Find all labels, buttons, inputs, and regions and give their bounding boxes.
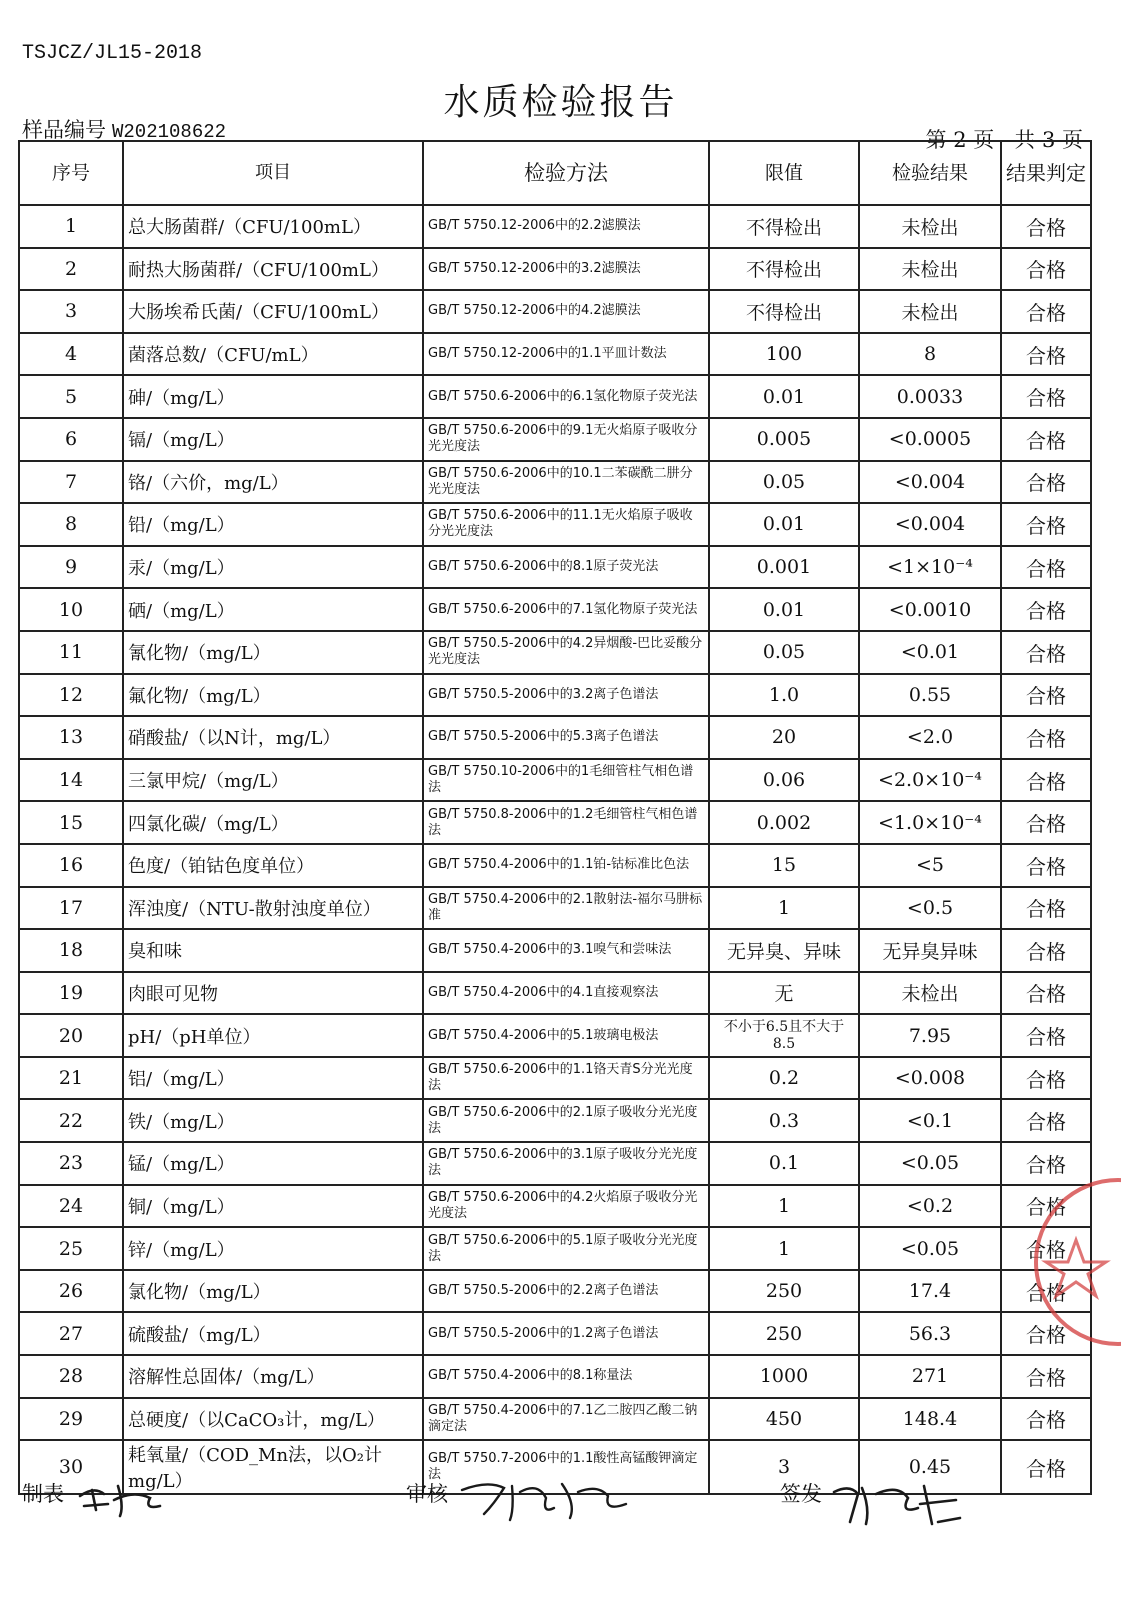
table-row (19, 887, 1091, 930)
row-judgement: 合格 (1001, 1398, 1091, 1441)
row-method: GB/T 5750.6-2006中的8.1原子荧光法 (423, 546, 709, 589)
table-row (19, 1142, 1091, 1185)
table-row (19, 716, 1091, 759)
row-method: GB/T 5750.8-2006中的1.2毛细管柱气相色谱法 (423, 801, 709, 844)
row-item: 总大肠菌群/（CFU/100mL） (123, 205, 423, 248)
row-item: 氟化物/（mg/L） (123, 674, 423, 717)
row-no: 26 (19, 1270, 123, 1313)
row-method: GB/T 5750.6-2006中的10.1二苯碳酰二肼分光光度法 (423, 461, 709, 504)
row-result: <0.008 (859, 1057, 1001, 1100)
row-item: 溶解性总固体/（mg/L） (123, 1355, 423, 1398)
row-item: 铅/（mg/L） (123, 503, 423, 546)
issuer-signature (828, 1478, 968, 1530)
row-method: GB/T 5750.4-2006中的7.1乙二胺四乙酸二钠滴定法 (423, 1398, 709, 1441)
row-no: 7 (19, 461, 123, 504)
row-judgement: 合格 (1001, 631, 1091, 674)
row-item: 汞/（mg/L） (123, 546, 423, 589)
row-judgement: 合格 (1001, 972, 1091, 1015)
row-judgement: 合格 (1001, 1057, 1091, 1100)
row-no: 15 (19, 801, 123, 844)
row-no: 12 (19, 674, 123, 717)
row-result: 56.3 (859, 1312, 1001, 1355)
table-row (19, 929, 1091, 972)
row-judgement: 合格 (1001, 588, 1091, 631)
row-result: <0.01 (859, 631, 1001, 674)
row-method: GB/T 5750.6-2006中的3.1原子吸收分光光度法 (423, 1142, 709, 1185)
row-limit: 无 (709, 972, 859, 1015)
reviewed-by-label: 审核 (406, 1482, 448, 1506)
row-no: 23 (19, 1142, 123, 1185)
table-row (19, 1014, 1091, 1057)
row-method: GB/T 5750.5-2006中的5.3离子色谱法 (423, 716, 709, 759)
row-item: 砷/（mg/L） (123, 375, 423, 418)
row-item: 锌/（mg/L） (123, 1227, 423, 1270)
row-limit: 0.01 (709, 588, 859, 631)
row-result: 7.95 (859, 1014, 1001, 1057)
row-result: <0.2 (859, 1185, 1001, 1228)
row-limit: 1 (709, 887, 859, 930)
row-no: 4 (19, 333, 123, 376)
row-no: 17 (19, 887, 123, 930)
row-result: 未检出 (859, 972, 1001, 1015)
row-limit: 0.002 (709, 801, 859, 844)
row-judgement: 合格 (1001, 418, 1091, 461)
table-row (19, 588, 1091, 631)
table-row (19, 844, 1091, 887)
row-judgement: 合格 (1001, 1185, 1091, 1228)
row-method: GB/T 5750.10-2006中的1毛细管柱气相色谱法 (423, 759, 709, 802)
row-limit: 20 (709, 716, 859, 759)
row-item: 硫酸盐/（mg/L） (123, 1312, 423, 1355)
row-method: GB/T 5750.4-2006中的3.1嗅气和尝味法 (423, 929, 709, 972)
row-no: 6 (19, 418, 123, 461)
row-no: 28 (19, 1355, 123, 1398)
row-item: 三氯甲烷/（mg/L） (123, 759, 423, 802)
row-no: 16 (19, 844, 123, 887)
row-item: 菌落总数/（CFU/mL） (123, 333, 423, 376)
row-limit: 不得检出 (709, 290, 859, 333)
row-item: pH/（pH单位） (123, 1014, 423, 1057)
row-item: 硝酸盐/（以N计，mg/L） (123, 716, 423, 759)
row-judgement: 合格 (1001, 1355, 1091, 1398)
row-method: GB/T 5750.5-2006中的2.2离子色谱法 (423, 1270, 709, 1313)
row-limit: 0.05 (709, 631, 859, 674)
row-result: <1×10⁻⁴ (859, 546, 1001, 589)
table-row (19, 674, 1091, 717)
row-method: GB/T 5750.7-2006中的1.1酸性高锰酸钾滴定法 (423, 1440, 709, 1494)
table-row (19, 1227, 1091, 1270)
row-result: 未检出 (859, 205, 1001, 248)
row-no: 2 (19, 248, 123, 291)
row-limit: 0.01 (709, 503, 859, 546)
row-result: <1.0×10⁻⁴ (859, 801, 1001, 844)
sample-number-label: 样品编号 (22, 118, 106, 142)
row-no: 27 (19, 1312, 123, 1355)
row-limit: 0.05 (709, 461, 859, 504)
row-judgement: 合格 (1001, 759, 1091, 802)
row-limit: 1.0 (709, 674, 859, 717)
row-judgement: 合格 (1001, 1440, 1091, 1494)
row-method: GB/T 5750.5-2006中的3.2离子色谱法 (423, 674, 709, 717)
row-limit: 0.001 (709, 546, 859, 589)
table-row (19, 972, 1091, 1015)
row-result: <0.05 (859, 1142, 1001, 1185)
row-method: GB/T 5750.4-2006中的4.1直接观察法 (423, 972, 709, 1015)
row-item: 锰/（mg/L） (123, 1142, 423, 1185)
row-method: GB/T 5750.4-2006中的8.1称量法 (423, 1355, 709, 1398)
page-info: 第 2 页 共 3 页 (925, 128, 1083, 152)
row-item: 浑浊度/（NTU-散射浊度单位） (123, 887, 423, 930)
row-method: GB/T 5750.5-2006中的4.2异烟酸-巴比妥酸分光光度法 (423, 631, 709, 674)
row-method: GB/T 5750.5-2006中的1.2离子色谱法 (423, 1312, 709, 1355)
row-judgement: 合格 (1001, 205, 1091, 248)
row-result: <0.004 (859, 503, 1001, 546)
row-limit: 1 (709, 1227, 859, 1270)
row-limit: 0.005 (709, 418, 859, 461)
row-result: <0.5 (859, 887, 1001, 930)
row-no: 20 (19, 1014, 123, 1057)
row-method: GB/T 5750.4-2006中的1.1铂-钴标准比色法 (423, 844, 709, 887)
row-limit: 0.06 (709, 759, 859, 802)
row-judgement: 合格 (1001, 1099, 1091, 1142)
table-row (19, 1355, 1091, 1398)
table-row (19, 461, 1091, 504)
row-result: <0.05 (859, 1227, 1001, 1270)
row-method: GB/T 5750.6-2006中的5.1原子吸收分光光度法 (423, 1227, 709, 1270)
row-item: 臭和味 (123, 929, 423, 972)
row-result: <0.1 (859, 1099, 1001, 1142)
row-method: GB/T 5750.4-2006中的2.1散射法-福尔马肼标准 (423, 887, 709, 930)
row-no: 10 (19, 588, 123, 631)
row-no: 3 (19, 290, 123, 333)
row-judgement: 合格 (1001, 1312, 1091, 1355)
table-row (19, 1185, 1091, 1228)
row-limit: 3 (709, 1440, 859, 1494)
issued-by-label: 签发 (780, 1482, 822, 1506)
row-judgement: 合格 (1001, 503, 1091, 546)
row-item: 总硬度/（以CaCO₃计，mg/L） (123, 1398, 423, 1441)
row-judgement: 合格 (1001, 461, 1091, 504)
row-no: 19 (19, 972, 123, 1015)
row-result: 0.55 (859, 674, 1001, 717)
row-result: 0.45 (859, 1440, 1001, 1494)
row-no: 25 (19, 1227, 123, 1270)
table-row (19, 418, 1091, 461)
row-no: 18 (19, 929, 123, 972)
prepared-by-label: 制表 (22, 1482, 64, 1506)
row-item: 色度/（铂钴色度单位） (123, 844, 423, 887)
row-method: GB/T 5750.6-2006中的4.2火焰原子吸收分光光度法 (423, 1185, 709, 1228)
table-row (19, 1270, 1091, 1313)
table-row (19, 1398, 1091, 1441)
table-row (19, 631, 1091, 674)
row-item: 氰化物/（mg/L） (123, 631, 423, 674)
row-judgement: 合格 (1001, 674, 1091, 717)
header-item: 项目 (123, 141, 423, 205)
table-row (19, 801, 1091, 844)
row-item: 铝/（mg/L） (123, 1057, 423, 1100)
row-no: 8 (19, 503, 123, 546)
row-limit: 0.1 (709, 1142, 859, 1185)
row-limit: 不小于6.5且不大于8.5 (709, 1014, 859, 1057)
row-result: <2.0 (859, 716, 1001, 759)
row-limit: 不得检出 (709, 248, 859, 291)
row-judgement: 合格 (1001, 248, 1091, 291)
row-item: 四氯化碳/（mg/L） (123, 801, 423, 844)
row-no: 5 (19, 375, 123, 418)
row-method: GB/T 5750.12-2006中的3.2滤膜法 (423, 248, 709, 291)
table-header-row (19, 141, 1091, 205)
header-method: 检验方法 (423, 141, 709, 205)
row-item: 铬/（六价，mg/L） (123, 461, 423, 504)
row-method: GB/T 5750.12-2006中的4.2滤膜法 (423, 290, 709, 333)
row-item: 硒/（mg/L） (123, 588, 423, 631)
row-limit: 250 (709, 1312, 859, 1355)
table-row (19, 290, 1091, 333)
row-limit: 100 (709, 333, 859, 376)
row-judgement: 合格 (1001, 716, 1091, 759)
table-row (19, 205, 1091, 248)
row-limit: 0.01 (709, 375, 859, 418)
row-item: 耐热大肠菌群/（CFU/100mL） (123, 248, 423, 291)
row-no: 21 (19, 1057, 123, 1100)
row-no: 22 (19, 1099, 123, 1142)
document-code: TSJCZ/JL15-2018 (22, 42, 203, 65)
table-row (19, 1312, 1091, 1355)
row-no: 11 (19, 631, 123, 674)
row-no: 1 (19, 205, 123, 248)
table-row (19, 503, 1091, 546)
row-item: 镉/（mg/L） (123, 418, 423, 461)
table-row (19, 1057, 1091, 1100)
row-judgement: 合格 (1001, 844, 1091, 887)
row-method: GB/T 5750.6-2006中的9.1无火焰原子吸收分光光度法 (423, 418, 709, 461)
row-judgement: 合格 (1001, 1227, 1091, 1270)
row-judgement: 合格 (1001, 333, 1091, 376)
row-method: GB/T 5750.6-2006中的2.1原子吸收分光光度法 (423, 1099, 709, 1142)
row-result: 271 (859, 1355, 1001, 1398)
row-limit: 0.2 (709, 1057, 859, 1100)
row-result: 未检出 (859, 248, 1001, 291)
row-no: 24 (19, 1185, 123, 1228)
row-limit: 450 (709, 1398, 859, 1441)
row-limit: 15 (709, 844, 859, 887)
row-item: 大肠埃希氏菌/（CFU/100mL） (123, 290, 423, 333)
header-result: 检验结果 (859, 141, 1001, 205)
official-stamp (1026, 1170, 1121, 1350)
header-no: 序号 (19, 141, 123, 205)
row-no: 30 (19, 1440, 123, 1494)
row-result: 未检出 (859, 290, 1001, 333)
row-method: GB/T 5750.6-2006中的7.1氢化物原子荧光法 (423, 588, 709, 631)
table-row (19, 1099, 1091, 1142)
row-result: 8 (859, 333, 1001, 376)
row-limit: 250 (709, 1270, 859, 1313)
row-no: 9 (19, 546, 123, 589)
row-result: <5 (859, 844, 1001, 887)
row-result: <2.0×10⁻⁴ (859, 759, 1001, 802)
table-row (19, 546, 1091, 589)
row-item: 铜/（mg/L） (123, 1185, 423, 1228)
sample-number-value: W202108622 (112, 121, 227, 143)
row-judgement: 合格 (1001, 887, 1091, 930)
report-title: 水质检验报告 (443, 82, 678, 123)
row-judgement: 合格 (1001, 375, 1091, 418)
row-item: 氯化物/（mg/L） (123, 1270, 423, 1313)
row-judgement: 合格 (1001, 1142, 1091, 1185)
row-limit: 1 (709, 1185, 859, 1228)
row-result: <0.0010 (859, 588, 1001, 631)
row-no: 14 (19, 759, 123, 802)
row-method: GB/T 5750.6-2006中的6.1氢化物原子荧光法 (423, 375, 709, 418)
row-result: <0.0005 (859, 418, 1001, 461)
table-row (19, 759, 1091, 802)
table-row (19, 375, 1091, 418)
row-result: 148.4 (859, 1398, 1001, 1441)
row-judgement: 合格 (1001, 546, 1091, 589)
row-no: 29 (19, 1398, 123, 1441)
row-limit: 无异臭、异味 (709, 929, 859, 972)
row-judgement: 合格 (1001, 290, 1091, 333)
row-limit: 1000 (709, 1355, 859, 1398)
header-judgement: 结果判定 (1001, 141, 1091, 205)
row-judgement: 合格 (1001, 1014, 1091, 1057)
row-method: GB/T 5750.4-2006中的5.1玻璃电极法 (423, 1014, 709, 1057)
table-row (19, 248, 1091, 291)
row-result: <0.004 (859, 461, 1001, 504)
row-result: 0.0033 (859, 375, 1001, 418)
row-item: 铁/（mg/L） (123, 1099, 423, 1142)
row-method: GB/T 5750.12-2006中的2.2滤膜法 (423, 205, 709, 248)
row-method: GB/T 5750.12-2006中的1.1平皿计数法 (423, 333, 709, 376)
row-item: 肉眼可见物 (123, 972, 423, 1015)
row-limit: 0.3 (709, 1099, 859, 1142)
row-judgement: 合格 (1001, 1270, 1091, 1313)
row-item: 耗氧量/（COD_Mn法，以O₂计mg/L） (123, 1440, 423, 1494)
table-row (19, 333, 1091, 376)
row-limit: 不得检出 (709, 205, 859, 248)
prepared-signature (74, 1476, 170, 1520)
reviewer-signature (458, 1474, 638, 1526)
row-method: GB/T 5750.6-2006中的1.1铬天青S分光光度法 (423, 1057, 709, 1100)
row-result: 无异臭异味 (859, 929, 1001, 972)
row-no: 13 (19, 716, 123, 759)
row-judgement: 合格 (1001, 929, 1091, 972)
row-judgement: 合格 (1001, 801, 1091, 844)
header-limit: 限值 (709, 141, 859, 205)
row-method: GB/T 5750.6-2006中的11.1无火焰原子吸收分光光度法 (423, 503, 709, 546)
row-result: 17.4 (859, 1270, 1001, 1313)
results-table (18, 140, 1092, 1495)
